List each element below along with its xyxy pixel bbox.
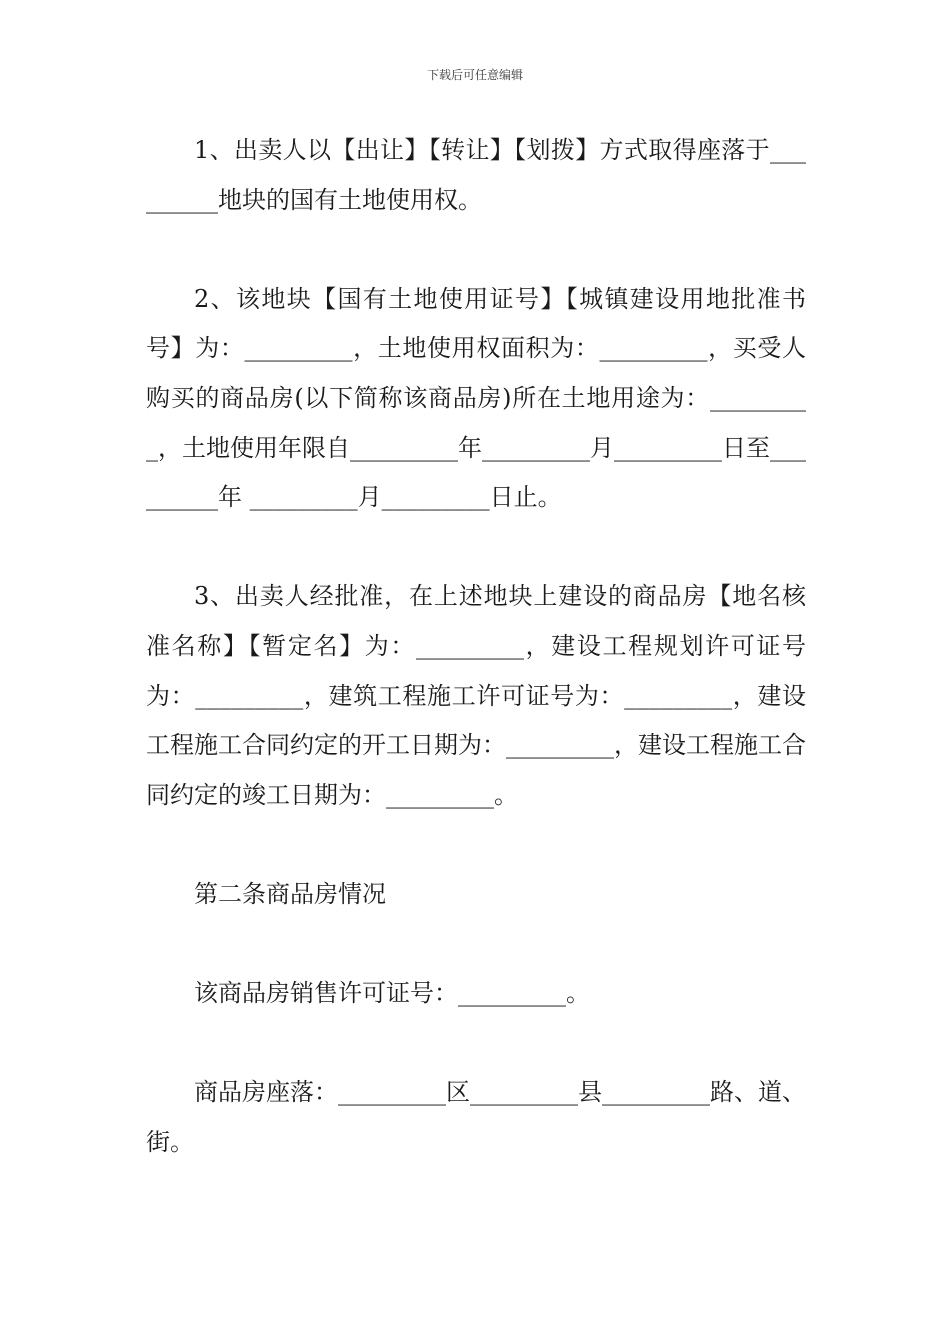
location-paragraph: 商品房座落：_________区_________县_________路、道、街。 bbox=[146, 1078, 806, 1156]
section-heading: 第二条商品房情况 bbox=[194, 879, 386, 908]
page-header: 下载后可任意编辑 bbox=[426, 68, 523, 82]
clause-2-paragraph: 2、该地块【国有土地使用证号】【城镇建设用地批准书号】为：_________，土地使用权面积为：_________，买受人购买的商品房(以下简称该商品房)所在土地用途为：_________，土地使用年限自_________年_________月_________日至_________年 _________月_________日止。 bbox=[146, 284, 806, 512]
clause-3-paragraph: 3、出卖人经批准，在上述地块上建设的商品房【地名核准名称】【暂定名】为：_________，建设工程规划许可证号为：_________，建筑工程施工许可证号为：_________，建设工程施工合同约定的开工日期为：_________，建设工程施工合同约定的竣工日期为：_________。 bbox=[146, 582, 806, 809]
sales-permit-paragraph: 该商品房销售许可证号：_________。 bbox=[194, 979, 590, 1008]
document-body bbox=[146, 126, 806, 1167]
clause-1-paragraph: 1、出卖人以【出让】【转让】【划拨】方式取得座落于_________地块的国有土地使用权。 bbox=[146, 136, 806, 214]
